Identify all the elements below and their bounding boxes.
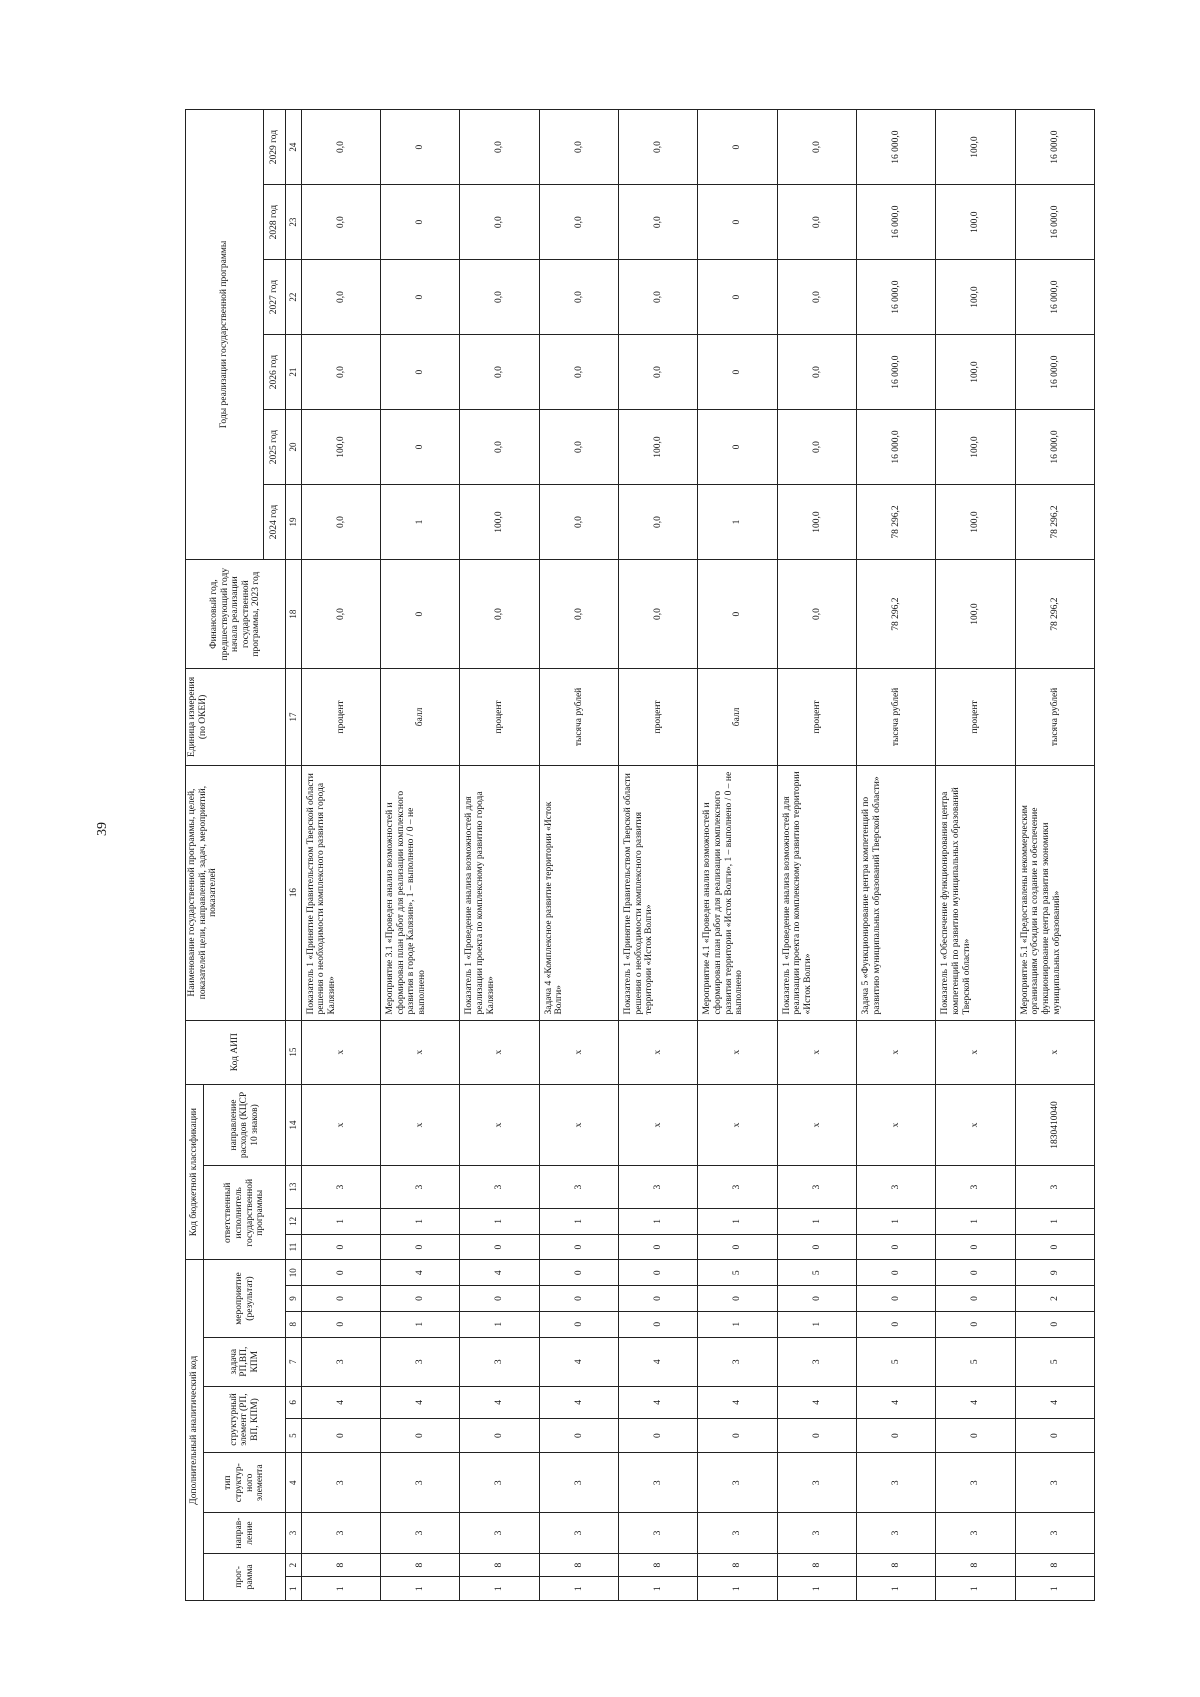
code-cell: 3 [777,1337,856,1386]
value-cell: 0 [381,260,460,335]
code-cell: 3 [857,1166,936,1209]
value-cell: 0 [381,110,460,185]
code-cell: 8 [460,1553,539,1577]
code-cell: 3 [777,1513,856,1554]
code-cell: 0 [539,1286,618,1312]
value-cell: 0 [698,260,777,335]
value-cell: 0,0 [619,335,698,410]
table-row [619,110,698,1601]
value-cell: 0,0 [539,335,618,410]
value-cell: 100,0 [936,185,1015,260]
code-cell: 1 [460,1209,539,1235]
value-cell: 0,0 [460,185,539,260]
value-cell: 100,0 [936,110,1015,185]
code-cell: 0 [777,1418,856,1452]
header-dop-code: Дополнительный аналитический код [186,1260,204,1601]
code-cell: 1 [460,1311,539,1337]
code-cell: 3 [698,1166,777,1209]
value-cell: 0,0 [539,260,618,335]
code-cell: 0 [539,1418,618,1452]
value-cell: 0,0 [619,260,698,335]
code-cell: 8 [698,1553,777,1577]
code-cell: 3 [619,1453,698,1513]
code-cell: 1 [539,1577,618,1601]
column-number: 5 [286,1418,302,1452]
value-cell: 100,0 [619,410,698,485]
code-cell: 3 [539,1453,618,1513]
header-year-2028: 2028 год [264,185,286,260]
code-cell: 0 [1015,1418,1094,1452]
value-cell: 100,0 [936,559,1015,668]
unit-cell: балл [698,669,777,765]
code-cell: 0 [301,1418,380,1452]
header-meropriyatie: мероприятие (результат) [204,1260,286,1337]
value-cell: 0,0 [460,260,539,335]
code-cell: 0 [936,1418,1015,1452]
code-cell: 3 [381,1453,460,1513]
code-cell: 8 [1015,1553,1094,1577]
code-cell: 3 [301,1513,380,1554]
table-row [381,110,460,1601]
column-number: 19 [286,485,302,560]
value-cell: 16 000,0 [1015,185,1094,260]
code-cell: 0 [539,1234,618,1260]
code-cell: 1 [857,1577,936,1601]
value-cell: 78 296,2 [857,485,936,560]
code-cell: 3 [460,1513,539,1554]
value-cell: 78 296,2 [1015,559,1094,668]
value-cell: 0 [381,410,460,485]
header-aip: Код АИП [186,1020,286,1084]
code-cell: x [777,1084,856,1165]
column-number: 4 [286,1453,302,1513]
code-cell: 1 [777,1577,856,1601]
value-cell: 16 000,0 [857,260,936,335]
code-cell: 4 [1015,1386,1094,1418]
value-cell: 0 [698,110,777,185]
code-cell: 8 [857,1553,936,1577]
code-cell: 0 [619,1311,698,1337]
code-cell: x [698,1084,777,1165]
column-number: 24 [286,110,302,185]
value-cell: 0,0 [777,260,856,335]
code-cell: 1 [381,1577,460,1601]
header-year-2026: 2026 год [264,335,286,410]
item-name-cell: Показатель 1 «Обеспечение функционирования центра компетенций по развитию муниципальных образований Тверской области» [936,765,1015,1020]
code-cell: 8 [381,1553,460,1577]
unit-cell: балл [381,669,460,765]
code-cell: x [619,1084,698,1165]
code-cell: x [857,1084,936,1165]
code-cell: 1 [301,1209,380,1235]
value-cell: 100,0 [460,485,539,560]
column-number: 11 [286,1234,302,1260]
column-numbers-row [286,110,302,1601]
code-cell: 4 [381,1260,460,1286]
value-cell: 16 000,0 [857,185,936,260]
code-cell: 1 [460,1577,539,1601]
column-number: 13 [286,1166,302,1209]
code-cell: x [936,1020,1015,1084]
code-cell: x [539,1084,618,1165]
code-cell: 0 [1015,1311,1094,1337]
code-cell: 0 [619,1234,698,1260]
program-table [185,109,1095,1601]
code-cell: x [539,1020,618,1084]
code-cell: 4 [460,1386,539,1418]
code-cell: 3 [1015,1453,1094,1513]
code-cell: 0 [777,1234,856,1260]
item-name-cell: Показатель 1 «Проведение анализа возможностей для реализации проекта по комплексному развитию города Калязин» [460,765,539,1020]
page-number: 39 [95,822,110,836]
value-cell: 16 000,0 [1015,110,1094,185]
code-cell: 0 [936,1286,1015,1312]
code-cell: x [460,1084,539,1165]
code-cell: 0 [936,1234,1015,1260]
code-cell: 3 [777,1166,856,1209]
item-name-cell: Показатель 1 «Принятие Правительством Тверской области решения о необходимости комплексного развития города Калязин» [301,765,380,1020]
code-cell: 0 [857,1286,936,1312]
code-cell: 0 [777,1286,856,1312]
code-cell: 3 [698,1337,777,1386]
column-number: 23 [286,185,302,260]
code-cell: 3 [936,1166,1015,1209]
item-name-cell: Мероприятие 5.1 «Предоставлены некоммерческим организациям субсидии на создание и обеспечение функционирование центра развития экономики муниципальных образований» [1015,765,1094,1020]
code-cell: x [381,1020,460,1084]
code-cell: 8 [777,1553,856,1577]
value-cell: 16 000,0 [857,335,936,410]
value-cell: 0,0 [777,559,856,668]
value-cell: 78 296,2 [857,559,936,668]
code-cell: 0 [381,1234,460,1260]
column-number: 1 [286,1577,302,1601]
code-cell: x [936,1084,1015,1165]
code-cell: 1 [936,1209,1015,1235]
code-cell: 1 [381,1311,460,1337]
table-row [1015,110,1094,1601]
code-cell: 5 [1015,1337,1094,1386]
code-cell: 5 [698,1260,777,1286]
code-cell: 4 [301,1386,380,1418]
code-cell: x [381,1084,460,1165]
value-cell: 0,0 [539,559,618,668]
code-cell: 0 [539,1260,618,1286]
code-cell: 3 [539,1513,618,1554]
column-number: 12 [286,1209,302,1235]
code-cell: 1 [1015,1209,1094,1235]
code-cell: 1 [777,1209,856,1235]
value-cell: 16 000,0 [1015,335,1094,410]
code-cell: 3 [936,1453,1015,1513]
code-cell: 4 [539,1386,618,1418]
code-cell: 3 [539,1166,618,1209]
code-cell: 4 [698,1386,777,1418]
value-cell: 0,0 [301,559,380,668]
code-cell: 3 [460,1166,539,1209]
code-cell: 0 [936,1260,1015,1286]
value-cell: 0,0 [539,110,618,185]
code-cell: 3 [619,1513,698,1554]
code-cell: 0 [619,1286,698,1312]
code-cell: 0 [857,1311,936,1337]
code-cell: 0 [460,1286,539,1312]
table-row [698,110,777,1601]
code-cell: 1 [777,1311,856,1337]
code-cell: 0 [619,1260,698,1286]
value-cell: 0,0 [301,335,380,410]
header-year-2024: 2024 год [264,485,286,560]
item-name-cell: Мероприятие 3.1 «Проведен анализ возможностей и сформирован план работ для реализации комплексного развития в городе Калязин», 1 – выполнено / 0 – не выполнено [381,765,460,1020]
code-cell: x [460,1020,539,1084]
header-years-group: Годы реализации государственной программы [186,110,264,560]
value-cell: 0,0 [301,110,380,185]
column-number: 20 [286,410,302,485]
value-cell: 100,0 [936,335,1015,410]
code-cell: 1 [539,1209,618,1235]
code-cell: 3 [460,1337,539,1386]
value-cell: 0,0 [777,410,856,485]
item-name-cell: Мероприятие 4.1 «Проведен анализ возможностей и сформирован план работ для реализации комплексного развития территории «Исток Волги», 1 – выполнено / 0 – не выполнено [698,765,777,1020]
value-cell: 0,0 [460,335,539,410]
code-cell: 1 [936,1577,1015,1601]
code-cell: 0 [301,1311,380,1337]
code-cell: x [301,1084,380,1165]
header-napravlenie: направ-ление [204,1513,286,1554]
code-cell: 2 [1015,1286,1094,1312]
value-cell: 0,0 [301,260,380,335]
column-number: 15 [286,1020,302,1084]
code-cell: 0 [301,1260,380,1286]
column-number: 6 [286,1386,302,1418]
value-cell: 100,0 [777,485,856,560]
code-cell: 8 [539,1553,618,1577]
value-cell: 0,0 [777,185,856,260]
unit-cell: процент [460,669,539,765]
code-cell: 4 [857,1386,936,1418]
code-cell: 3 [301,1166,380,1209]
item-name-cell: Показатель 1 «Проведение анализа возможностей для реализации проекта по комплексному развитию территории «Исток Волги» [777,765,856,1020]
code-cell: x [777,1020,856,1084]
code-cell: 3 [698,1453,777,1513]
code-cell: 8 [301,1553,380,1577]
code-cell: x [619,1020,698,1084]
code-cell: 0 [857,1234,936,1260]
header-year-2025: 2025 год [264,410,286,485]
code-cell: 3 [1015,1166,1094,1209]
code-cell: 0 [857,1260,936,1286]
column-number: 17 [286,669,302,765]
table-row [777,110,856,1601]
value-cell: 16 000,0 [857,110,936,185]
code-cell: 3 [857,1513,936,1554]
code-cell: x [698,1020,777,1084]
value-cell: 1 [381,485,460,560]
code-cell: 3 [301,1453,380,1513]
code-cell: 4 [936,1386,1015,1418]
item-name-cell: Задача 5 «Функционирование центра компетенций по развитию муниципальных образований Тверской области» [857,765,936,1020]
value-cell: 0,0 [619,485,698,560]
value-cell: 100,0 [936,410,1015,485]
unit-cell: процент [936,669,1015,765]
value-cell: 100,0 [936,485,1015,560]
header-programma: прог-рамма [204,1553,286,1600]
column-number: 14 [286,1084,302,1165]
unit-cell: процент [301,669,380,765]
value-cell: 0 [381,335,460,410]
code-cell: 0 [698,1234,777,1260]
column-number: 22 [286,260,302,335]
code-cell: 1 [698,1209,777,1235]
item-name-cell: Задача 4 «Комплексное развитие территории «Исток Волги» [539,765,618,1020]
column-number: 10 [286,1260,302,1286]
table-row [936,110,1015,1601]
code-cell: 0 [698,1286,777,1312]
value-cell: 0,0 [619,185,698,260]
value-cell: 0,0 [619,559,698,668]
code-cell: 0 [698,1418,777,1452]
value-cell: 0,0 [777,110,856,185]
header-ispolnitel: ответственный исполнитель государственной программы [204,1166,286,1260]
code-cell: 0 [460,1234,539,1260]
header-tip: тип структур-ного элемента [204,1453,286,1513]
value-cell: 100,0 [936,260,1015,335]
code-cell: 5 [857,1337,936,1386]
value-cell: 0,0 [301,485,380,560]
value-cell: 0 [698,185,777,260]
code-cell: 3 [698,1513,777,1554]
code-cell: 8 [619,1553,698,1577]
table-row [460,110,539,1601]
code-cell: 3 [381,1337,460,1386]
column-number: 7 [286,1337,302,1386]
code-cell: 1 [857,1209,936,1235]
column-number: 21 [286,335,302,410]
code-cell: 0 [301,1286,380,1312]
table-row [539,110,618,1601]
code-cell: 0 [539,1311,618,1337]
code-cell: x [857,1020,936,1084]
value-cell: 16 000,0 [857,410,936,485]
code-cell: 1 [381,1209,460,1235]
value-cell: 0,0 [539,410,618,485]
item-name-cell: Показатель 1 «Принятие Правительством Тверской области решения о необходимости комплексного развития территории «Исток Волги» [619,765,698,1020]
unit-cell: тысяча рублей [539,669,618,765]
code-cell: 3 [857,1453,936,1513]
value-cell: 0,0 [539,185,618,260]
value-cell: 0,0 [619,110,698,185]
code-cell: 0 [381,1418,460,1452]
value-cell: 0,0 [777,335,856,410]
unit-cell: процент [777,669,856,765]
header-year-2027: 2027 год [264,260,286,335]
column-number: 9 [286,1286,302,1312]
code-cell: 0 [1015,1234,1094,1260]
code-cell: 1 [301,1577,380,1601]
table-row [301,110,380,1601]
code-cell: 0 [381,1286,460,1312]
header-unit: Единица измерения (по ОКЕИ) [186,669,286,765]
value-cell: 0,0 [539,485,618,560]
value-cell: 16 000,0 [1015,260,1094,335]
value-cell: 0 [698,559,777,668]
code-cell: 4 [619,1337,698,1386]
code-cell: x [301,1020,380,1084]
code-cell: 0 [936,1311,1015,1337]
code-cell: 4 [619,1386,698,1418]
unit-cell: тысяча рублей [857,669,936,765]
code-cell: 3 [619,1166,698,1209]
value-cell: 78 296,2 [1015,485,1094,560]
column-number: 3 [286,1513,302,1554]
header-budget-code: Код бюджетной классификации [186,1084,204,1260]
code-cell: 3 [381,1166,460,1209]
code-cell: 4 [777,1386,856,1418]
code-cell: 1830410040 [1015,1084,1094,1165]
code-cell: 1 [619,1577,698,1601]
code-cell: 3 [1015,1513,1094,1554]
value-cell: 0 [698,335,777,410]
value-cell: 0,0 [460,410,539,485]
table-rotated-container [185,109,1095,1601]
code-cell: 3 [777,1453,856,1513]
code-cell: 0 [857,1418,936,1452]
column-number: 2 [286,1553,302,1577]
code-cell: 5 [777,1260,856,1286]
unit-cell: тысяча рублей [1015,669,1094,765]
value-cell: 1 [698,485,777,560]
code-cell: 3 [936,1513,1015,1554]
header-napr-rash: направление расходов (КЦСР 10 знаков) [204,1084,286,1165]
value-cell: 0 [381,559,460,668]
header-year-2029: 2029 год [264,110,286,185]
value-cell: 0 [381,185,460,260]
code-cell: 4 [539,1337,618,1386]
unit-cell: процент [619,669,698,765]
value-cell: 16 000,0 [1015,410,1094,485]
column-number: 18 [286,559,302,668]
code-cell: 3 [301,1337,380,1386]
header-struct: структурный элемент (РП, ВП, КПМ) [204,1386,286,1452]
header-fin-year: Финансовый год, предшествующий году начала реализации государственной программы, 2023 год [186,559,286,668]
value-cell: 0,0 [301,185,380,260]
column-number: 8 [286,1311,302,1337]
column-number: 16 [286,765,302,1020]
code-cell: 1 [698,1577,777,1601]
code-cell: x [1015,1020,1094,1084]
code-cell: 4 [460,1260,539,1286]
code-cell: 0 [460,1418,539,1452]
code-cell: 5 [936,1337,1015,1386]
header-name: Наименование государственной программы, целей, показателей цели, направлений, задач, мероприятий, показателей [186,765,286,1020]
code-cell: 0 [301,1234,380,1260]
value-cell: 0 [698,410,777,485]
code-cell: 1 [698,1311,777,1337]
code-cell: 1 [1015,1577,1094,1601]
table-row [857,110,936,1601]
code-cell: 1 [619,1209,698,1235]
code-cell: 4 [381,1386,460,1418]
code-cell: 3 [381,1513,460,1554]
code-cell: 8 [936,1553,1015,1577]
code-cell: 3 [460,1453,539,1513]
value-cell: 100,0 [301,410,380,485]
code-cell: 9 [1015,1260,1094,1286]
code-cell: 0 [619,1418,698,1452]
header-zadacha: задача РП,ВП, КПМ [204,1337,286,1386]
value-cell: 0,0 [460,559,539,668]
value-cell: 0,0 [460,110,539,185]
